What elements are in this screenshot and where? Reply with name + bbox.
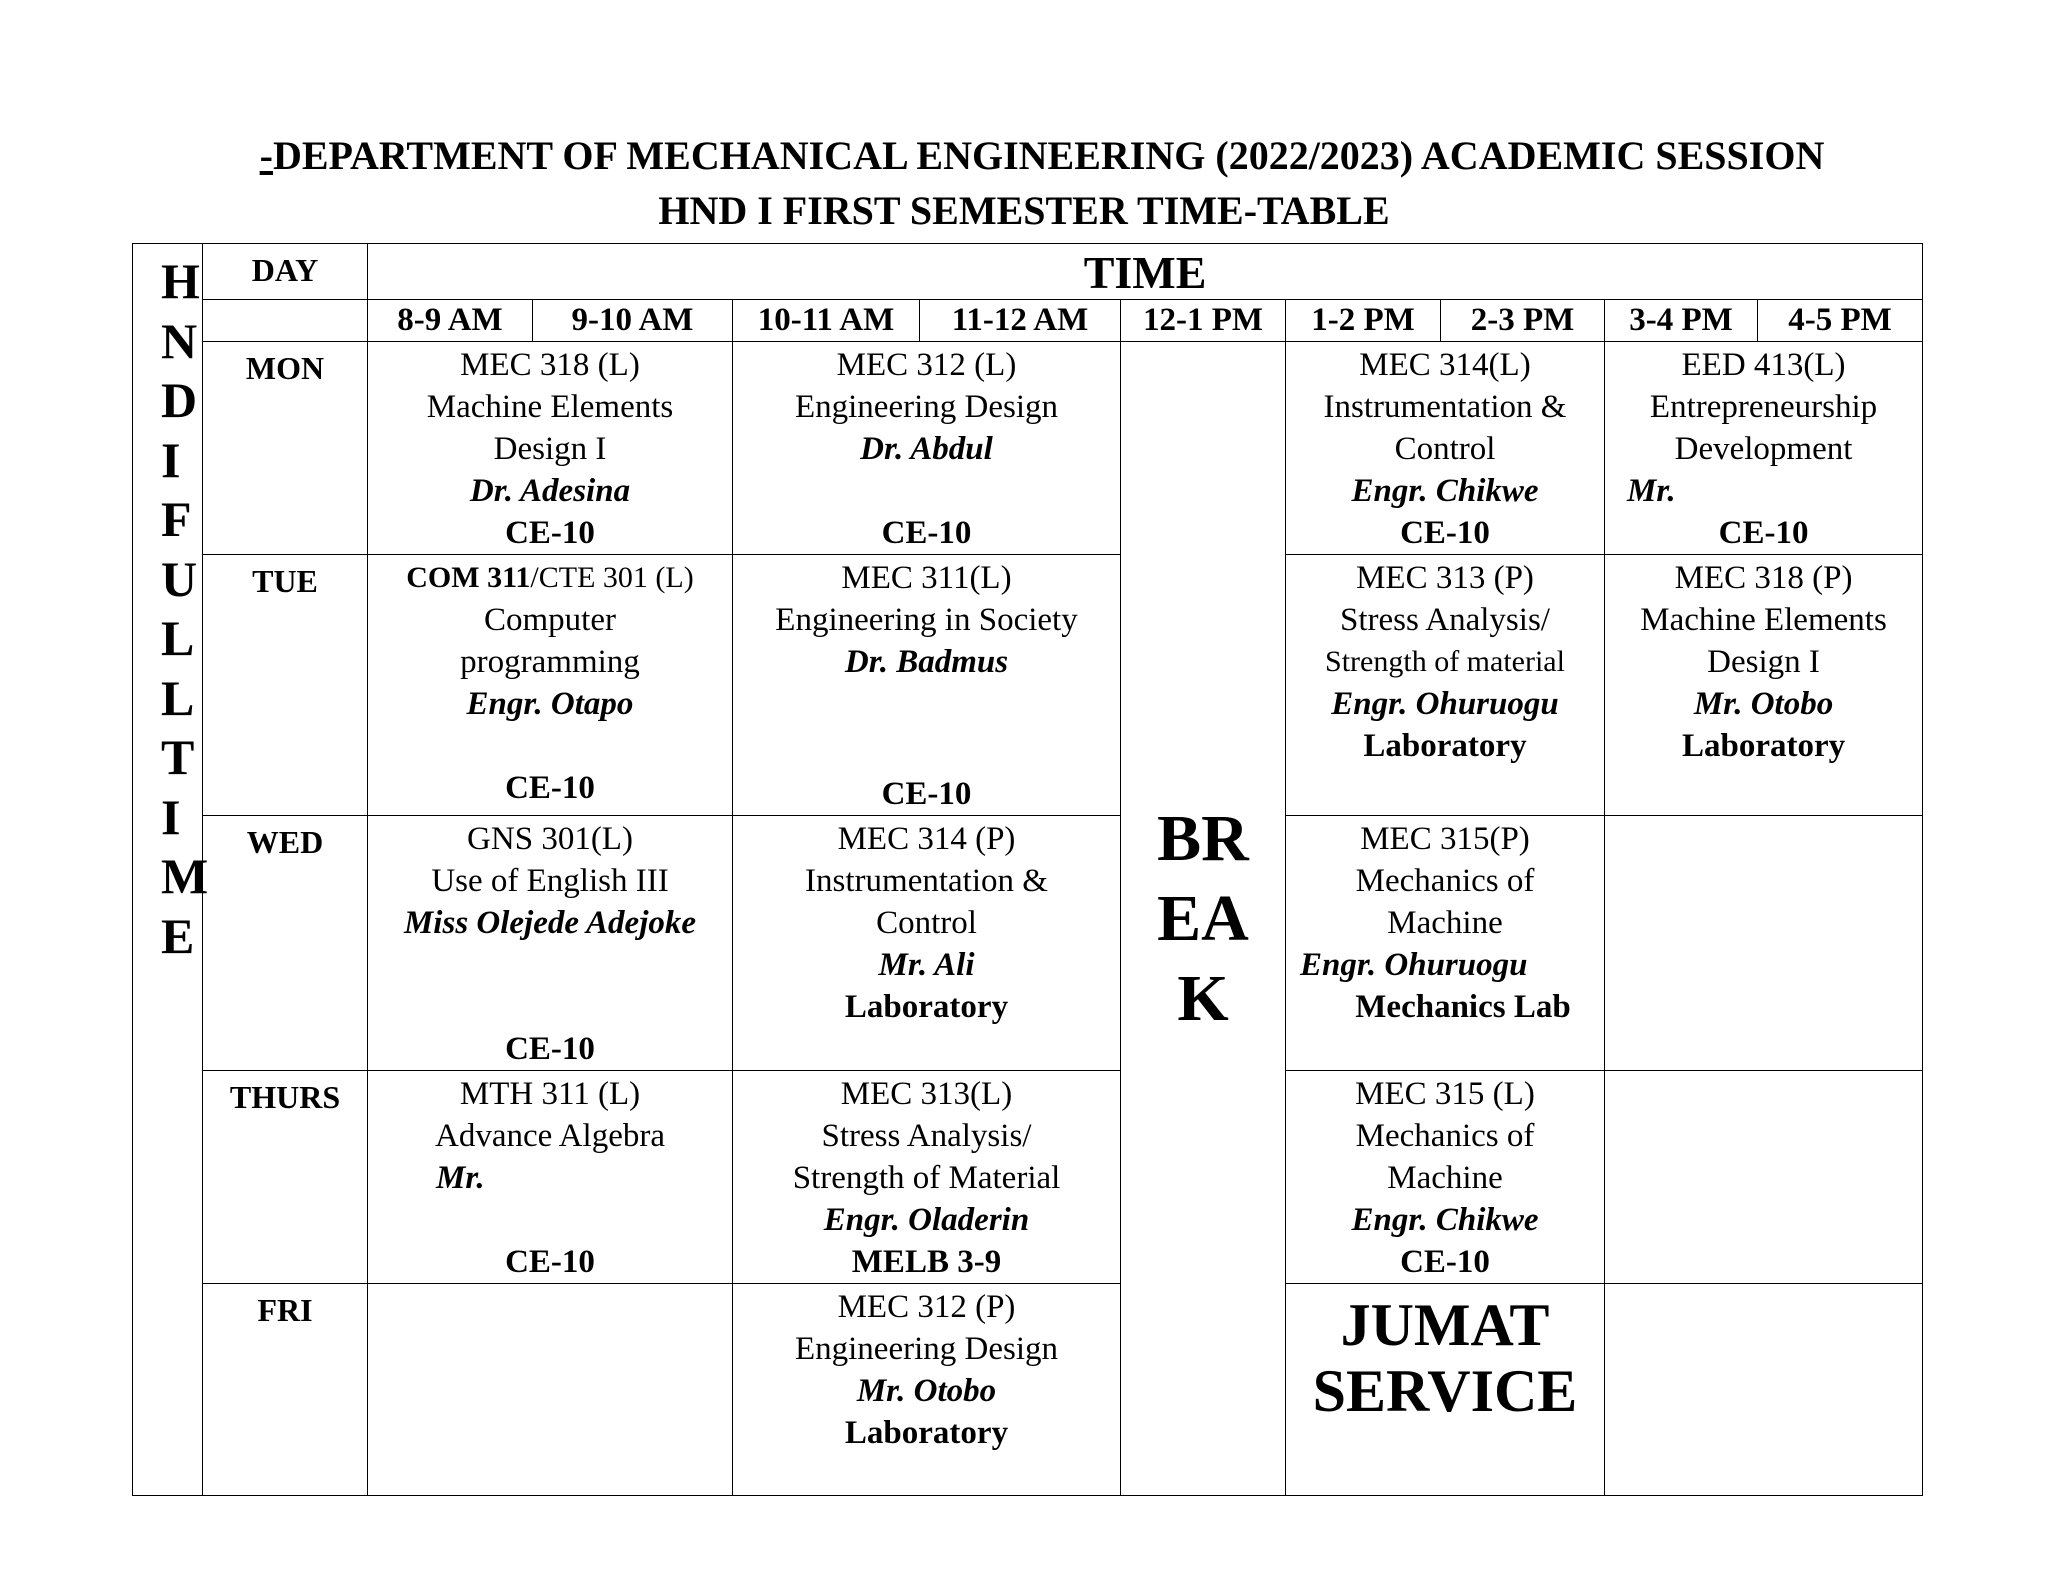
jumat-text: SERVICE — [1312, 1358, 1578, 1424]
tue-slot-1-3 — [1286, 555, 1605, 816]
lecturer: Dr. Badmus — [844, 644, 1009, 680]
slot-3-4pm: 3-4 PM — [1605, 300, 1758, 342]
side-letter: M — [161, 848, 209, 904]
side-letter: H — [161, 253, 200, 309]
course-code: MEC 311(L) — [841, 560, 1012, 596]
course-title: Strength of Material — [792, 1160, 1061, 1196]
course-code: MEC 312 (P) — [837, 1289, 1016, 1325]
fri-slot-10-12 — [733, 1284, 1121, 1496]
tue-slot-3-5 — [1605, 555, 1923, 816]
day-wed: WED — [203, 816, 368, 1071]
day-header-blank — [203, 300, 368, 342]
course-title: Control — [876, 905, 977, 941]
lecturer: Engr. Ohuruogu — [1331, 686, 1559, 722]
venue: CE-10 — [505, 770, 595, 806]
course-title: Engineering Design — [794, 1331, 1059, 1367]
slot-11-12am: 11-12 AM — [920, 300, 1121, 342]
course-title: Instrumentation & — [1323, 389, 1567, 425]
course-title: Instrumentation & — [805, 863, 1048, 899]
wed-slot-10-12 — [733, 816, 1121, 1071]
course-code: MEC 315 (L) — [1355, 1076, 1535, 1112]
side-letter: E — [161, 907, 195, 964]
course-code: MEC 315(P) — [1360, 821, 1530, 857]
course-title: Machine Elements — [1640, 602, 1887, 638]
side-letter: I — [161, 431, 181, 488]
side-letter: I — [161, 788, 181, 845]
course-code: MEC 314(L) — [1359, 347, 1531, 383]
slot-12-1pm: 12-1 PM — [1121, 300, 1286, 342]
title-line-1: DEPARTMENT OF MECHANICAL ENGINEERING (2022/2023) ACADEMIC SESSION — [272, 133, 1825, 178]
course-title: Mechanics of — [1355, 863, 1535, 899]
lecturer: Mr. Ali — [878, 947, 975, 983]
course-title: Control — [1394, 431, 1496, 467]
break-text: BR — [1157, 801, 1249, 875]
course-title: Computer — [484, 602, 616, 638]
course-code-primary: COM 311 — [406, 561, 531, 594]
venue: Mechanics Lab — [1355, 989, 1571, 1025]
venue: CE-10 — [505, 1244, 595, 1280]
mon-slot-10-12 — [733, 342, 1121, 555]
lecturer: Engr. Chikwe — [1351, 1202, 1539, 1238]
fri-slot-8-10 — [368, 1284, 733, 1496]
lecturer: Mr. Otobo — [1693, 686, 1834, 722]
course-code: MEC 318 (L) — [460, 347, 640, 383]
jumat-service — [1286, 1284, 1605, 1496]
lecturer: Engr. Chikwe — [1351, 473, 1539, 509]
wed-slot-3-5 — [1605, 816, 1923, 1071]
lecturer: Dr. Adesina — [469, 473, 631, 509]
day-column-header: DAY — [203, 244, 368, 300]
lecturer: Engr. Oladerin — [823, 1202, 1030, 1238]
course-code: MEC 313(L) — [840, 1076, 1013, 1112]
thurs-slot-3-5 — [1605, 1071, 1923, 1284]
course-code: EED 413(L) — [1681, 347, 1846, 383]
slot-8-9am: 8-9 AM — [368, 300, 533, 342]
side-letter: F — [161, 491, 192, 547]
course-title: Design I — [493, 431, 607, 467]
venue: MELB 3-9 — [851, 1244, 1002, 1280]
day-thurs: THURS — [203, 1071, 368, 1284]
course-title: Entrepreneurship — [1649, 389, 1878, 425]
side-letter: T — [161, 729, 195, 785]
slot-2-3pm: 2-3 PM — [1441, 300, 1605, 342]
timetable — [132, 243, 1923, 1496]
venue: CE-10 — [505, 1031, 595, 1067]
break-text: K — [1177, 961, 1229, 1035]
side-letter: U — [161, 550, 198, 607]
side-letter: D — [161, 372, 198, 428]
venue: CE-10 — [505, 515, 595, 551]
venue: Laboratory — [844, 989, 1009, 1025]
venue: CE-10 — [1400, 1244, 1490, 1280]
mon-slot-1-3 — [1286, 342, 1605, 555]
thurs-slot-1-3 — [1286, 1071, 1605, 1284]
venue: Laboratory — [844, 1415, 1009, 1451]
fri-slot-3-5 — [1605, 1284, 1923, 1496]
course-title: Machine — [1387, 905, 1503, 941]
course-code: MEC 312 (L) — [836, 347, 1017, 383]
course-title: Use of English III — [431, 863, 669, 899]
wed-slot-1-3 — [1286, 816, 1605, 1071]
day-mon: MON — [203, 342, 368, 555]
slot-9-10am: 9-10 AM — [533, 300, 733, 342]
course-title: Stress Analysis/ — [821, 1118, 1032, 1154]
slot-10-11am: 10-11 AM — [733, 300, 920, 342]
venue: CE-10 — [881, 515, 972, 551]
course-code: MTH 311 (L) — [459, 1076, 641, 1112]
slot-1-2pm: 1-2 PM — [1286, 300, 1441, 342]
side-letter: L — [161, 610, 195, 666]
jumat-text: JUMAT — [1340, 1292, 1550, 1358]
mon-slot-8-10 — [368, 342, 733, 555]
venue: Laboratory — [1363, 728, 1527, 764]
course-code: MEC 313 (P) — [1356, 560, 1534, 596]
day-fri: FRI — [203, 1284, 368, 1496]
document-title — [18, 132, 2066, 180]
break-text: EA — [1157, 881, 1249, 955]
course-title: Machine — [1387, 1160, 1503, 1196]
tue-slot-8-10 — [368, 555, 733, 816]
course-title: Machine Elements — [426, 389, 674, 425]
thurs-slot-10-12 — [733, 1071, 1121, 1284]
side-letter: L — [161, 669, 195, 726]
course-title: Engineering in Society — [775, 602, 1078, 638]
side-label-hnd-full-time — [133, 244, 209, 1496]
thurs-slot-8-10 — [368, 1071, 733, 1284]
time-column-header: TIME — [368, 244, 1923, 300]
lecturer: Mr. — [436, 1160, 485, 1196]
lecturer: Miss Olejede Adejoke — [403, 905, 697, 941]
course-code: MEC 314 (P) — [837, 821, 1016, 857]
course-code: GNS 301(L) — [467, 821, 633, 857]
course-code-alt: /CTE 301 (L) — [530, 561, 694, 594]
course-title: Strength of material — [1325, 645, 1565, 678]
tue-slot-10-12 — [733, 555, 1121, 816]
venue: Laboratory — [1681, 728, 1846, 764]
lecturer: Dr. Abdul — [860, 431, 993, 467]
mon-slot-3-5 — [1605, 342, 1923, 555]
venue: CE-10 — [1718, 515, 1809, 551]
slot-4-5pm: 4-5 PM — [1758, 300, 1923, 342]
side-letter: N — [161, 312, 198, 369]
course-code — [368, 557, 732, 599]
wed-slot-8-10 — [368, 816, 733, 1071]
document-subtitle: HND I FIRST SEMESTER TIME-TABLE — [658, 188, 1390, 233]
course-code: MEC 318 (P) — [1674, 560, 1853, 596]
break-column — [1121, 342, 1286, 1496]
course-title: Engineering Design — [794, 389, 1059, 425]
course-title: Mechanics of — [1355, 1118, 1535, 1154]
course-title: Stress Analysis/ — [1340, 602, 1550, 638]
course-title: Development — [1674, 431, 1853, 467]
day-tue: TUE — [203, 555, 368, 816]
venue: CE-10 — [1400, 515, 1490, 551]
lecturer: Mr. — [1627, 473, 1676, 509]
title-underline-mark: - — [259, 133, 273, 178]
lecturer: Engr. Ohuruogu — [1300, 947, 1528, 983]
lecturer: Engr. Otapo — [466, 686, 634, 722]
venue: CE-10 — [881, 776, 972, 812]
course-title: Advance Algebra — [435, 1118, 665, 1154]
lecturer: Mr. Otobo — [856, 1373, 997, 1409]
course-title: programming — [460, 644, 640, 680]
course-title: Design I — [1707, 644, 1820, 680]
